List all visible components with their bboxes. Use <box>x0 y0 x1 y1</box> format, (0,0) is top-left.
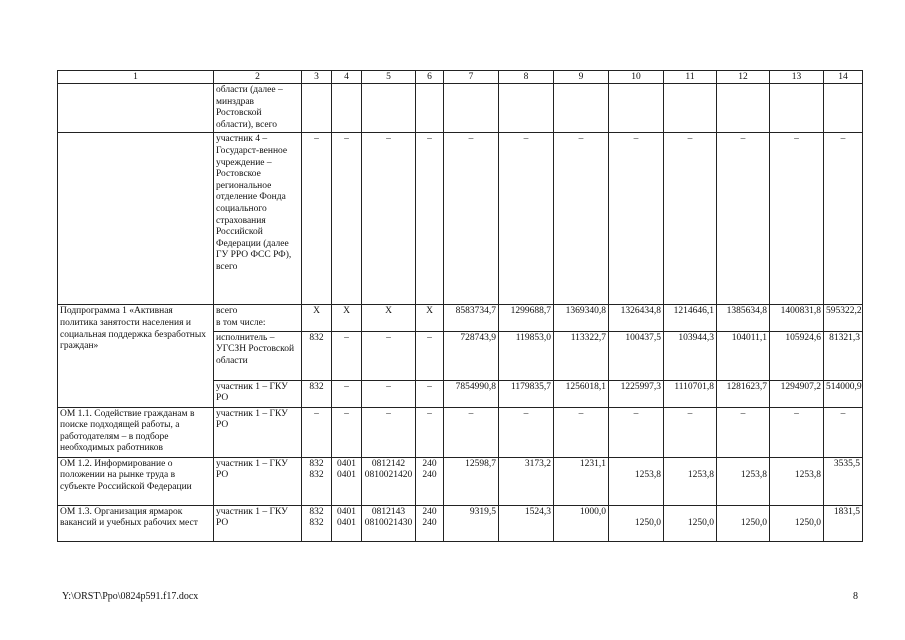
value-cell <box>554 84 609 133</box>
value-cell: 3535,5 <box>824 457 863 505</box>
header-cell: 1 <box>58 71 214 84</box>
header-cell: 5 <box>362 71 416 84</box>
value-cell: 1000,0 <box>554 505 609 541</box>
value-cell: 1294907,2 <box>770 380 824 407</box>
value-cell: 514000,9 <box>824 380 863 407</box>
value-cell: – <box>664 407 717 457</box>
value-cell: – <box>770 407 824 457</box>
table-row <box>58 407 863 457</box>
value-cell: 1524,3 <box>499 505 554 541</box>
value-cell: 1299688,7 <box>499 305 554 331</box>
rzpr-cell: 0401 0401 <box>332 505 362 541</box>
rzpr-cell: – <box>332 407 362 457</box>
budget-table <box>57 70 863 542</box>
value-cell: 1110701,8 <box>664 380 717 407</box>
grbs-cell: 832 832 <box>302 505 332 541</box>
value-cell: 1179835,7 <box>499 380 554 407</box>
grbs-cell <box>302 84 332 133</box>
participant-cell: участник 1 – ГКУ РО <box>214 457 302 505</box>
value-cell: – <box>609 133 664 305</box>
value-cell: 1281623,7 <box>717 380 770 407</box>
value-cell <box>717 84 770 133</box>
value-cell: 8583734,7 <box>444 305 499 331</box>
value-cell: 1231,1 <box>554 457 609 505</box>
participant-cell: участник 4 – Государст-венное учреждение – Ростовское региональное отделение Фонда социального страхования Российской Федерации (далее ГУ РРО ФСС РФ), всего <box>214 133 302 305</box>
header-cell: 4 <box>332 71 362 84</box>
csr-cell: – <box>362 133 416 305</box>
value-cell: 104011,1 <box>717 331 770 380</box>
csr-cell <box>362 84 416 133</box>
vr-cell <box>416 84 444 133</box>
value-cell: 1256018,1 <box>554 380 609 407</box>
rzpr-cell <box>332 84 362 133</box>
value-cell: – <box>770 133 824 305</box>
value-cell <box>609 84 664 133</box>
header-cell: 13 <box>770 71 824 84</box>
table-row <box>58 457 863 505</box>
value-cell: 1253,8 <box>664 457 717 505</box>
participant-cell: исполнитель – УГСЗН Ростовской области <box>214 331 302 380</box>
participant-cell: участник 1 – ГКУ РО <box>214 407 302 457</box>
header-cell: 7 <box>444 71 499 84</box>
header-cell: 2 <box>214 71 302 84</box>
value-cell: – <box>499 407 554 457</box>
header-cell: 11 <box>664 71 717 84</box>
vr-cell: – <box>416 407 444 457</box>
participant-cell: области (далее – минздрав Ростовской области), всего <box>214 84 302 133</box>
header-cell: 6 <box>416 71 444 84</box>
header-cell: 9 <box>554 71 609 84</box>
vr-cell: – <box>416 380 444 407</box>
value-cell <box>444 84 499 133</box>
value-cell: – <box>554 407 609 457</box>
participant-cell: участник 1 – ГКУ РО <box>214 380 302 407</box>
value-cell: 1326434,8 <box>609 305 664 331</box>
rzpr-cell: – <box>332 380 362 407</box>
value-cell: 12598,7 <box>444 457 499 505</box>
value-cell: 1214646,1 <box>664 305 717 331</box>
value-cell: 595322,2 <box>824 305 863 331</box>
header-cell: 10 <box>609 71 664 84</box>
value-cell: – <box>499 133 554 305</box>
grbs-cell: X <box>302 305 332 331</box>
value-cell <box>824 84 863 133</box>
value-cell: 1369340,8 <box>554 305 609 331</box>
file-path-footer: Y:\ORST\Ppo\0824p591.f17.docx <box>62 591 199 602</box>
program-cell <box>58 84 214 133</box>
value-cell: 1253,8 <box>609 457 664 505</box>
program-cell: ОМ 1.2. Информирование о положении на рынке труда в субъекте Российской Федерации <box>58 457 214 505</box>
vr-cell: – <box>416 133 444 305</box>
value-cell: 1831,5 <box>824 505 863 541</box>
column-number-row <box>58 71 863 84</box>
value-cell: – <box>717 407 770 457</box>
csr-cell: 0812143 0810021430 <box>362 505 416 541</box>
participant-cell: всего в том числе: <box>214 305 302 331</box>
rzpr-cell: – <box>332 133 362 305</box>
value-cell: 1250,0 <box>609 505 664 541</box>
csr-cell: – <box>362 407 416 457</box>
header-cell: 8 <box>499 71 554 84</box>
program-cell <box>58 133 214 305</box>
value-cell: 113322,7 <box>554 331 609 380</box>
table-row <box>58 84 863 133</box>
value-cell: 100437,5 <box>609 331 664 380</box>
rzpr-cell: X <box>332 305 362 331</box>
program-cell: ОМ 1.3. Организация ярмарок вакансий и учебных рабочих мест <box>58 505 214 541</box>
vr-cell: X <box>416 305 444 331</box>
value-cell: – <box>664 133 717 305</box>
value-cell: – <box>609 407 664 457</box>
value-cell: – <box>444 407 499 457</box>
value-cell <box>499 84 554 133</box>
vr-cell: – <box>416 331 444 380</box>
header-cell: 12 <box>717 71 770 84</box>
csr-cell: – <box>362 380 416 407</box>
rzpr-cell: – <box>332 331 362 380</box>
value-cell: 1250,0 <box>717 505 770 541</box>
value-cell: 728743,9 <box>444 331 499 380</box>
value-cell: – <box>717 133 770 305</box>
value-cell: – <box>444 133 499 305</box>
program-cell: Подпрограмма 1 «Активная политика занятости населения и социальная поддержка безработных граждан» <box>58 305 214 407</box>
table-row <box>58 305 863 331</box>
header-cell: 3 <box>302 71 332 84</box>
value-cell: 81321,3 <box>824 331 863 380</box>
value-cell: 3173,2 <box>499 457 554 505</box>
grbs-cell: – <box>302 407 332 457</box>
value-cell: 1253,8 <box>770 457 824 505</box>
value-cell: 1225997,3 <box>609 380 664 407</box>
vr-cell: 240 240 <box>416 457 444 505</box>
header-cell: 14 <box>824 71 863 84</box>
table-row <box>58 505 863 541</box>
rzpr-cell: 0401 0401 <box>332 457 362 505</box>
value-cell: 1400831,8 <box>770 305 824 331</box>
vr-cell: 240 240 <box>416 505 444 541</box>
grbs-cell: – <box>302 133 332 305</box>
program-cell: ОМ 1.1. Содействие гражданам в поиске подходящей работы, а работодателям – в подборе необходимых работников <box>58 407 214 457</box>
value-cell <box>664 84 717 133</box>
grbs-cell: 832 <box>302 331 332 380</box>
table-row <box>58 133 863 305</box>
value-cell: 1385634,8 <box>717 305 770 331</box>
csr-cell: 0812142 0810021420 <box>362 457 416 505</box>
value-cell: 1250,0 <box>770 505 824 541</box>
participant-cell: участник 1 – ГКУ РО <box>214 505 302 541</box>
value-cell: 1253,8 <box>717 457 770 505</box>
grbs-cell: 832 832 <box>302 457 332 505</box>
value-cell: 9319,5 <box>444 505 499 541</box>
csr-cell: X <box>362 305 416 331</box>
value-cell <box>770 84 824 133</box>
value-cell: – <box>824 133 863 305</box>
value-cell: 1250,0 <box>664 505 717 541</box>
grbs-cell: 832 <box>302 380 332 407</box>
csr-cell: – <box>362 331 416 380</box>
value-cell: – <box>554 133 609 305</box>
page-number: 8 <box>853 591 858 602</box>
value-cell: – <box>824 407 863 457</box>
value-cell: 119853,0 <box>499 331 554 380</box>
value-cell: 105924,6 <box>770 331 824 380</box>
value-cell: 7854990,8 <box>444 380 499 407</box>
value-cell: 103944,3 <box>664 331 717 380</box>
